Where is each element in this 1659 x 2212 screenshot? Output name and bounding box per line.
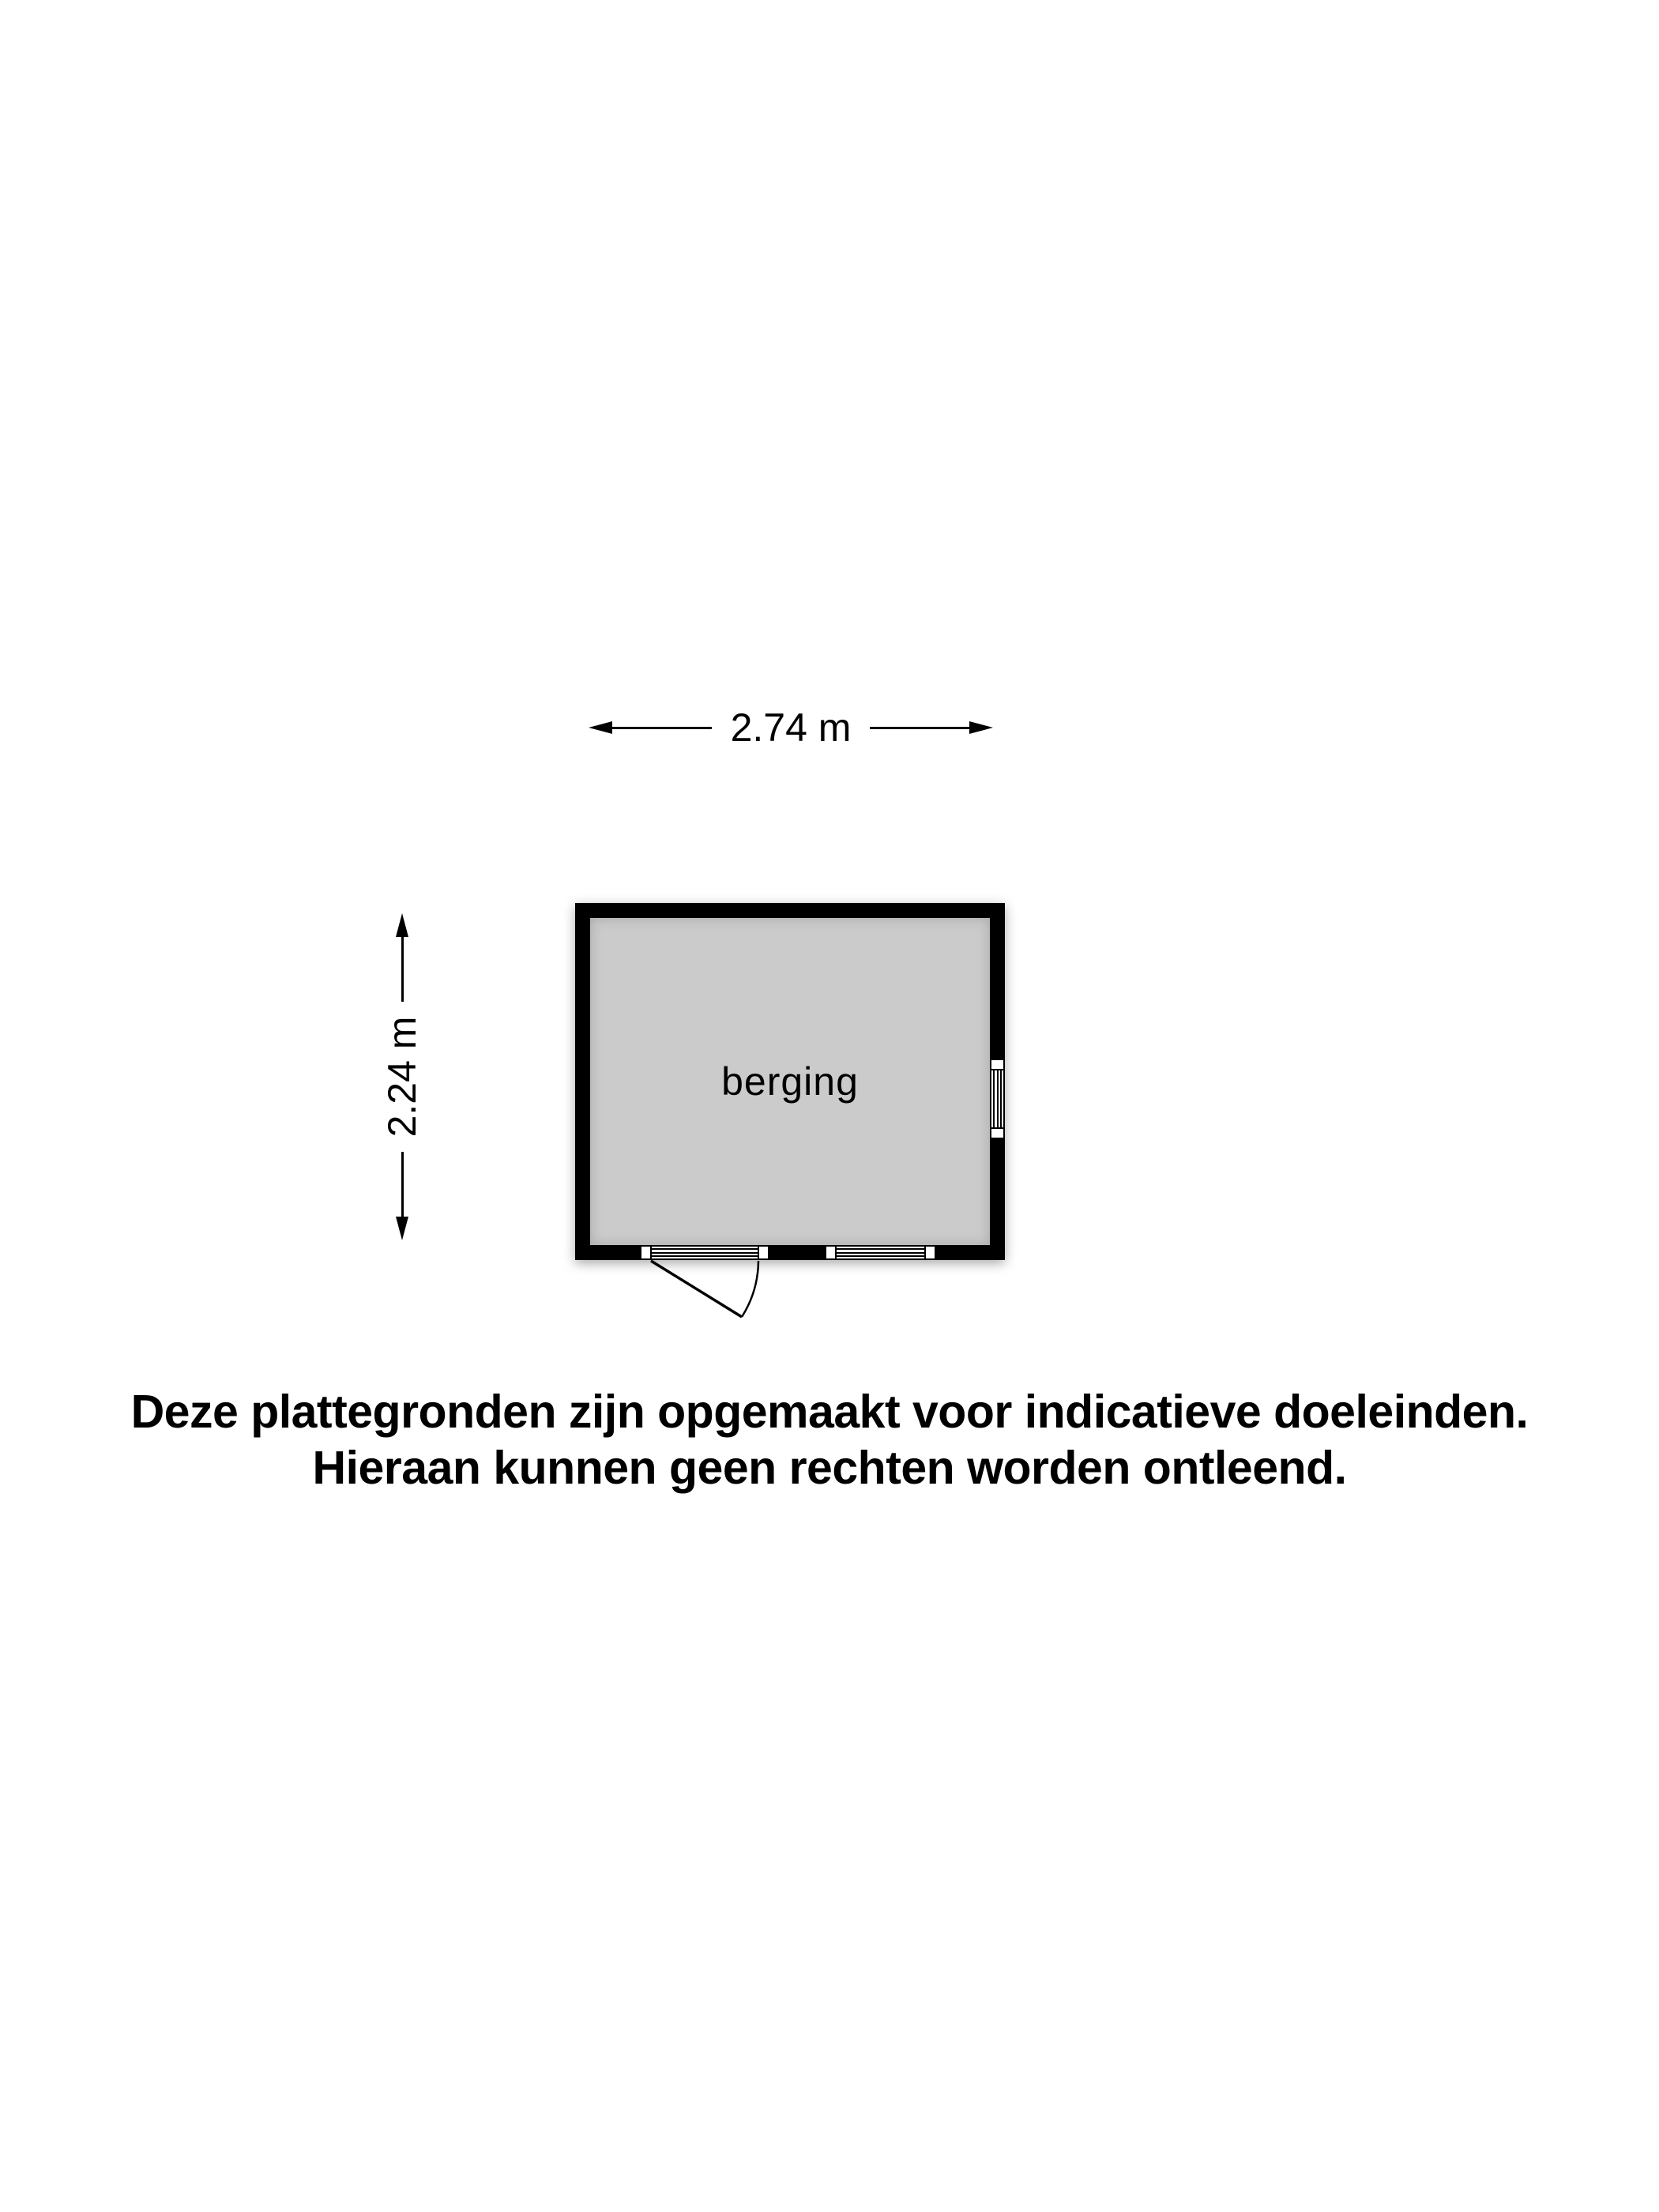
door-frame [758,1245,769,1260]
window-frame [825,1245,837,1260]
glazing-line [652,1248,758,1250]
arrow-up-icon [396,913,408,937]
room-floor [590,918,990,1245]
door-glazing [652,1245,758,1260]
glazing-line [997,1070,999,1127]
arrow-right-icon [969,721,993,734]
height-dimension-label: 2.24 m [380,1016,424,1138]
dimension-height [374,913,430,1240]
door-frame [640,1245,652,1260]
window-frame [990,1127,1005,1139]
glazing-line [652,1252,758,1254]
window-glazing [837,1245,924,1260]
room-label: berging [721,1059,859,1104]
dimension-line-top [401,937,404,1002]
glazing-line [1000,1070,1002,1127]
glazing-line [837,1248,924,1250]
glazing-line [837,1255,924,1257]
glazing-line [652,1255,758,1257]
glazing-line [993,1070,995,1127]
dimension-line-right [870,727,969,729]
door-bottom-wall [640,1245,769,1260]
dimension-line-left [612,727,712,729]
arrow-down-icon [396,1217,408,1240]
dimension-width [589,705,993,750]
height-dimension-label-box [374,1002,430,1152]
window-glazing [990,1070,1005,1127]
width-dimension-label: 2.74 m [730,705,852,750]
door-swing-arc [651,1260,777,1331]
window-right-wall [990,1059,1005,1139]
glazing-line [837,1252,924,1254]
room-berging [575,903,1005,1260]
dimension-line-bottom [401,1152,404,1217]
disclaimer-text [0,1384,1659,1496]
arrow-left-icon [589,721,612,734]
window-frame [990,1059,1005,1070]
disclaimer-line-1: Deze plattegronden zijn opgemaakt voor indicatieve doeleinden. [130,1386,1529,1438]
disclaimer-line-2: Hieraan kunnen geen rechten worden ontleend. [312,1442,1347,1494]
window-bottom-wall [825,1245,936,1260]
window-frame [924,1245,936,1260]
